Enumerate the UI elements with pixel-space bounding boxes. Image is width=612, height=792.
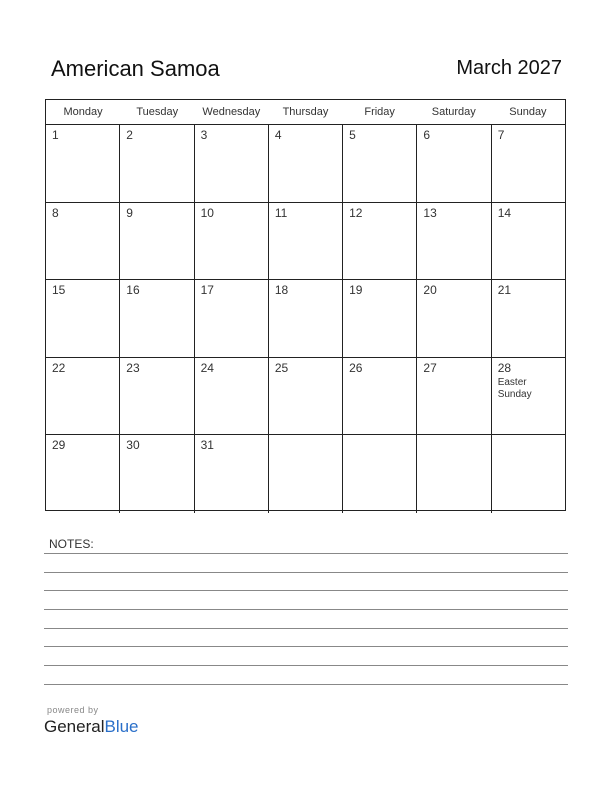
- week-row: [46, 358, 565, 436]
- day-number: 20: [423, 283, 437, 298]
- day-cell: [195, 125, 269, 202]
- day-cell: [269, 203, 343, 280]
- day-number: 22: [52, 360, 66, 375]
- day-number: 18: [274, 283, 289, 298]
- day-number: 26: [349, 360, 363, 375]
- day-number: 1: [52, 128, 59, 142]
- day-cell: [417, 125, 491, 202]
- day-cell: [120, 125, 194, 202]
- day-cell: [120, 203, 194, 280]
- notes-line: [44, 646, 568, 647]
- day-cell: [343, 125, 417, 202]
- day-cell: [417, 435, 491, 513]
- day-number: 31: [200, 438, 214, 453]
- day-cell: [195, 358, 269, 435]
- day-number: 25: [274, 360, 289, 375]
- calendar-grid: [45, 99, 566, 511]
- day-number: 16: [126, 283, 140, 298]
- calendar-month-title: March 2027: [456, 57, 562, 79]
- day-number: 9: [126, 205, 133, 220]
- day-cell: [343, 280, 417, 357]
- powered-by-text: powered by: [47, 705, 99, 715]
- day-cell: [195, 203, 269, 280]
- day-number: 29: [52, 438, 66, 453]
- day-cell: [46, 280, 120, 357]
- day-number: 24: [200, 360, 214, 375]
- day-cell: [46, 203, 120, 280]
- day-number: 4: [274, 128, 282, 142]
- day-number: 13: [423, 205, 437, 220]
- day-cell: [269, 125, 343, 202]
- day-cell: [195, 435, 269, 513]
- day-cell: [343, 435, 417, 513]
- day-number: 10: [200, 205, 214, 220]
- day-cell: [120, 435, 194, 513]
- day-cell: [46, 358, 120, 435]
- day-cell: [343, 203, 417, 280]
- day-cell: [417, 203, 491, 280]
- notes-line: [44, 684, 568, 685]
- notes-line: [44, 665, 568, 666]
- weekday-header: [46, 100, 565, 125]
- weekday-friday: Friday: [364, 106, 395, 118]
- notes-line: [44, 628, 568, 629]
- day-number: 23: [126, 360, 140, 375]
- calendar-region-title: American Samoa: [51, 56, 220, 81]
- week-row: [46, 280, 565, 358]
- day-cell: [195, 280, 269, 357]
- day-cell: [269, 358, 343, 435]
- weekday-thursday: Thursday: [282, 106, 329, 118]
- notes-label: NOTES:: [49, 537, 94, 551]
- weekday-wednesday: Wednesday: [202, 106, 261, 118]
- day-cell: [492, 125, 565, 202]
- notes-line: [44, 590, 568, 591]
- week-row: [46, 435, 565, 513]
- weekday-monday: Monday: [63, 106, 103, 118]
- day-cell: [492, 203, 565, 280]
- day-cell: [46, 125, 120, 202]
- brand-logo: [44, 717, 139, 737]
- day-number: 8: [52, 205, 59, 220]
- day-cell: [120, 358, 194, 435]
- notes-line: [44, 609, 568, 610]
- day-number: 11: [274, 205, 288, 220]
- day-cell: [492, 358, 565, 435]
- day-number: 19: [349, 283, 363, 298]
- day-number: 30: [126, 438, 140, 453]
- day-cell: [417, 280, 491, 357]
- day-cell: [269, 435, 343, 513]
- day-cell: [46, 435, 120, 513]
- brand-blue: Blue: [104, 717, 139, 736]
- day-number: 7: [497, 128, 505, 142]
- week-row: [46, 203, 565, 281]
- brand-general: General: [44, 717, 105, 736]
- day-number: 3: [200, 128, 208, 142]
- holiday-label: Easter Sunday: [497, 376, 532, 400]
- day-number: 27: [423, 360, 437, 375]
- day-number: 5: [349, 128, 356, 142]
- day-number: 17: [200, 283, 214, 298]
- day-number: 12: [349, 205, 363, 220]
- day-cell: [120, 280, 194, 357]
- weekday-saturday: Saturday: [431, 106, 476, 118]
- week-row: [46, 125, 565, 203]
- day-number: 15: [52, 283, 66, 298]
- day-cell: [269, 280, 343, 357]
- day-cell: [417, 358, 491, 435]
- day-number: 21: [497, 283, 512, 298]
- day-cell: [343, 358, 417, 435]
- notes-line: [44, 572, 568, 573]
- day-cell: [492, 280, 565, 357]
- weekday-sunday: Sunday: [509, 106, 547, 118]
- day-number: 14: [497, 205, 512, 220]
- day-number: 6: [423, 128, 431, 142]
- notes-line: [44, 553, 568, 554]
- weekday-tuesday: Tuesday: [136, 106, 179, 118]
- day-number: 2: [126, 128, 133, 142]
- day-number: 28: [497, 360, 512, 375]
- day-cell: [492, 435, 565, 513]
